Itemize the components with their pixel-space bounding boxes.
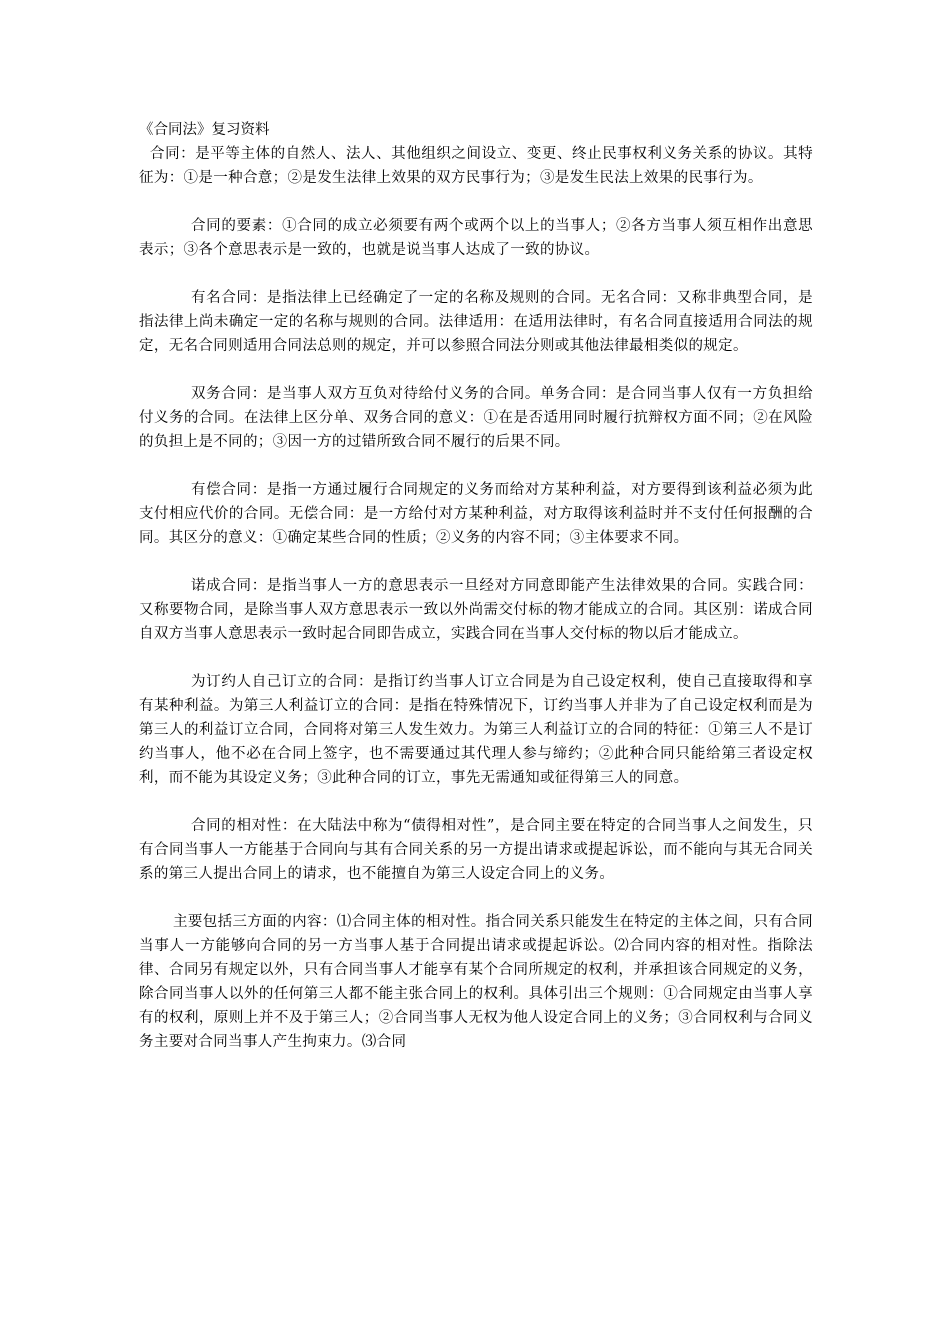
paragraph-consensual-contracts: 诺成合同：是指当事人一方的意思表示一旦经对方同意即能产生法律效果的合同。实践合同：又称要物合同，是除当事人双方意思表示一致以外尚需交付标的物才能成立的合同。其区别：诺成合同自双方当事人意思表示一致时起合同即告成立，实践合同在当事人交付标的物以后才能成立。	[139, 578, 813, 642]
paragraph-privity-of-contract: 合同的相对性：在大陆法中称为“债得相对性”，是合同主要在特定的合同当事人之间发生，只有合同当事人一方能基于合同向与其有合同关系的另一方提出请求或提起诉讼，而不能向与其无合同关系的第三人提出合同上的请求，也不能擅自为第三人设定合同上的义务。	[139, 818, 813, 882]
document-body	[139, 118, 813, 1078]
paragraph-contract-elements: 合同的要素：①合同的成立必须要有两个或两个以上的当事人；②各方当事人须互相作出意思表示；③各个意思表示是一致的，也就是说当事人达成了一致的协议。	[139, 218, 813, 258]
paragraph-onerous-contracts: 有偿合同：是指一方通过履行合同规定的义务而给对方某种利益，对方要得到该利益必须为此支付相应代价的合同。无偿合同：是一方给付对方某种利益，对方取得该利益时并不支付任何报酬的合同。其区分的意义：①确定某些合同的性质；②义务的内容不同；③主体要求不同。	[139, 482, 813, 546]
paragraph-contract-definition: 合同：是平等主体的自然人、法人、其他组织之间设立、变更、终止民事权利义务关系的协议。其特征为：①是一种合意；②是发生法律上效果的双方民事行为；③是发生民法上效果的民事行为。	[139, 146, 813, 186]
paragraph-bilateral-contracts: 双务合同：是当事人双方互负对待给付义务的合同。单务合同：是合同当事人仅有一方负担给付义务的合同。在法律上区分单、双务合同的意义：①在是否适用同时履行抗辩权方面不同；②在风险的负担上是不同的；③因一方的过错所致合同不履行的后果不同。	[139, 386, 813, 450]
paragraph-third-party-contracts: 为订约人自己订立的合同：是指订约当事人订立合同是为自己设定权利，使自己直接取得和享有某种利益。为第三人利益订立的合同：是指在特殊情况下，订约当事人并非为了自己设定权利而是为第三人的利益订立合同，合同将对第三人发生效力。为第三人利益订立的合同的特征：①第三人不是订约当事人，他不必在合同上签字，也不需要通过其代理人参与缔约；②此种合同只能给第三者设定权利，而不能为其设定义务；③此种合同的订立，事先无需通知或征得第三人的同意。	[139, 674, 813, 786]
paragraph-named-contracts: 有名合同：是指法律上已经确定了一定的名称及规则的合同。无名合同：又称非典型合同，是指法律上尚未确定一定的名称与规则的合同。法律适用：在适用法律时，有名合同直接适用合同法的规定，无名合同则适用合同法总则的规定，并可以参照合同法分则或其他法律最相类似的规定。	[139, 290, 813, 354]
document-title: 《合同法》复习资料	[139, 122, 270, 138]
paragraph-privity-contents: 主要包括三方面的内容：⑴合同主体的相对性。指合同关系只能发生在特定的主体之间，只有合同当事人一方能够向合同的另一方当事人基于合同提出请求或提起诉讼。⑵合同内容的相对性。指除法律、合同另有规定以外，只有合同当事人才能享有某个合同所规定的权利，并承担该合同规定的义务，除合同当事人以外的任何第三人都不能主张合同上的权利。具体引出三个规则：①合同规定由当事人享有的权利，原则上并不及于第三人；②合同当事人无权为他人设定合同上的义务；③合同权利与合同义务主要对合同当事人产生拘束力。⑶合同	[139, 914, 813, 1050]
